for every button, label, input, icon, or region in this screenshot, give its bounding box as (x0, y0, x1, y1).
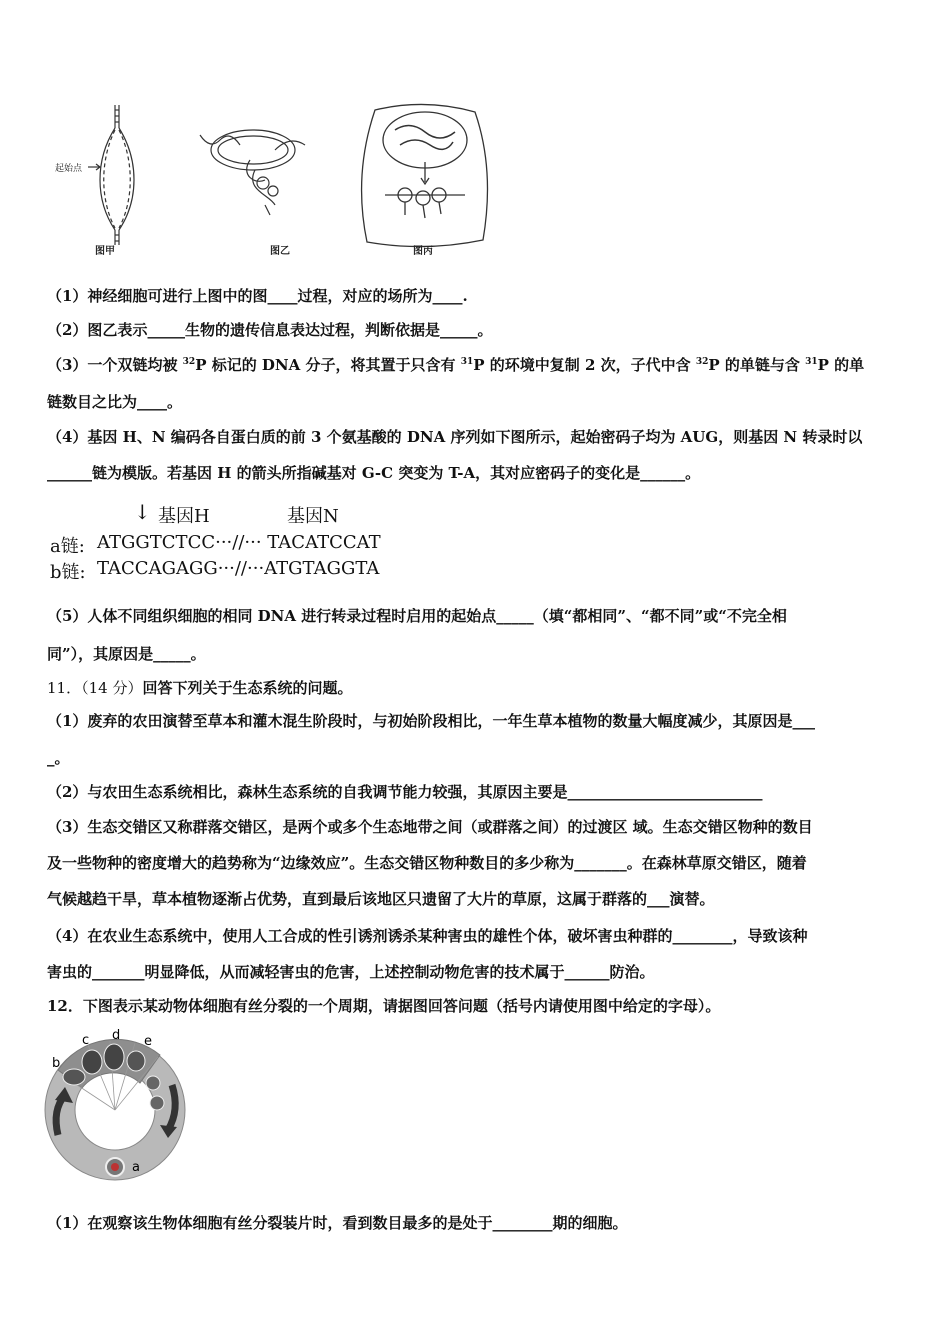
q11-part1-line1: （1）废弃的农田演替至草本和灌木混生阶段时，与初始阶段相比，一年生草本植物的数量大幅度减少，其原因是___ (47, 712, 815, 730)
caption-yi: 图乙 (270, 246, 290, 257)
gene-h-label: 基因H (158, 506, 210, 527)
q12-heading: 12．下图表示某动物体细胞有丝分裂的一个周期，请据图回答问题（括号内请使用图中给定的字母）。 (47, 997, 721, 1015)
q11-part1-line2: _。 (47, 749, 70, 767)
q10-part2: （2）图乙表示_____生物的遗传信息表达过程，判断依据是_____。 (47, 321, 493, 339)
label-e: e (144, 1034, 152, 1049)
q10-p3-c: P 的环境中复制 2 次，子代中含 (473, 356, 696, 374)
q10-p3-d: P 的单链与含 (708, 356, 806, 374)
q11-heading (47, 678, 352, 698)
label-b: b (52, 1056, 61, 1071)
q11-part4-line1: （4）在农业生态系统中，使用人工合成的性引诱剂诱杀某种害虫的雄性个体，破坏害虫种群的________，导致该种 (47, 927, 808, 945)
q11-title: 回答下列关于生态系统的问题。 (142, 679, 353, 697)
q10-p3-b: P 标记的 DNA 分子，将其置于只含有 (195, 356, 461, 374)
label-d: d (112, 1028, 121, 1043)
q10-part5-line2: 同”），其原因是_____。 (47, 645, 206, 663)
gene-n-label: 基因N (287, 506, 339, 527)
strand-b-seq: TACCAGAGG···//···ATGTAGGTA (97, 558, 380, 579)
cell-cycle-diagram (40, 1025, 200, 1190)
q10-part1: （1）神经细胞可进行上图中的图____过程，对应的场所为____. (47, 287, 468, 305)
figure-jia (50, 100, 160, 260)
figure-bing (355, 100, 495, 260)
origin-label: 起始点 (55, 164, 83, 174)
label-c: c (82, 1033, 90, 1048)
caption-jia: 图甲 (95, 246, 115, 257)
label-a: a (132, 1160, 140, 1175)
strand-a-label: a链: (50, 536, 85, 557)
q10-p3-sup4: 31 (805, 357, 818, 367)
q11-number: 11． (47, 679, 82, 697)
q11-part3-line2: 及一些物种的密度增大的趋势称为“边缘效应”。生态交错区物种数目的多少称为_______。在森林草原交错区，随着 (47, 854, 807, 872)
caption-bing: 图丙 (413, 246, 433, 257)
q11-part2: （2）与农田生态系统相比，森林生态系统的自我调节能力较强，其原因主要是__________________________ (47, 783, 763, 801)
q11-part3-line3: 气候越趋干旱，草本植物逐渐占优势，直到最后该地区只遗留了大片的草原，这属于群落的___演替。 (47, 890, 715, 908)
q10-p3-sup3: 32 (695, 357, 709, 367)
q10-part5-line1: （5）人体不同组织细胞的相同 DNA 进行转录过程时启用的起始点_____（填“都相同”、“都不同”或“不完全相 (47, 607, 787, 625)
figure-yi (195, 115, 315, 260)
q12-part1: （1）在观察该生物体细胞有丝分裂装片时，看到数目最多的是处于________期的细胞。 (47, 1214, 628, 1232)
q11-score: （14 分） (81, 679, 143, 697)
q10-part4-line1: （4）基因 H、N 编码各自蛋白质的前 3 个氨基酸的 DNA 序列如下图所示，起始密码子均为 AUG，则基因 N 转录时以 (47, 428, 863, 446)
q10-part3-line1 (47, 355, 864, 375)
q10-p3-sup1: 32 (182, 357, 196, 367)
strand-a-seq: ATGGTCTCC···//··· TACATCCAT (97, 532, 381, 553)
q11-part3-line1: （3）生态交错区又称群落交错区，是两个或多个生态地带之间（或群落之间）的过渡区 域。生态交错区物种的数目 (47, 818, 813, 836)
q10-p3-e: P 的单 (817, 356, 865, 374)
q10-p3-sup2: 31 (460, 357, 474, 367)
strand-b-label: b链: (50, 562, 86, 583)
q10-p3-a: （3）一个双链均被 (47, 356, 183, 374)
q10-part3-line2: 链数目之比为____。 (47, 393, 183, 411)
q10-part4-line2: ______链为模版。若基因 H 的箭头所指碱基对 G-C 突变为 T-A，其对应密码子的变化是______。 (47, 464, 701, 482)
q11-part4-line2: 害虫的_______明显降低，从而减轻害虫的危害，上述控制动物危害的技术属于______防治。 (47, 963, 655, 981)
arrow-icon: ↓ (134, 500, 151, 524)
